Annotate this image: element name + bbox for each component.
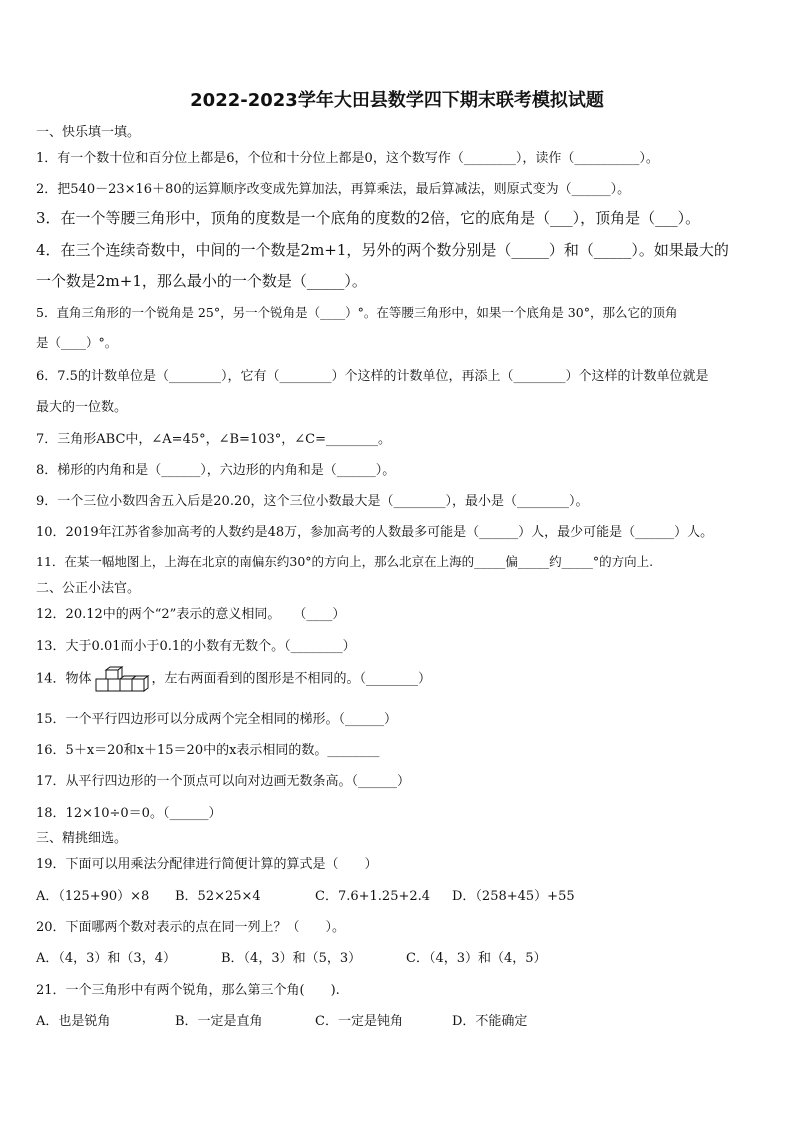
section-heading-2: 二、公正小法官。 (36, 581, 141, 596)
question-16: 16．5＋x＝20和x＋15＝20中的x表示相同的数。________ (36, 743, 380, 758)
question-12: 12．20.12中的两个“2”表示的意义相同。 （____） (36, 607, 346, 622)
question-4-line-2: 一个数是2m+1，那么最小的一个数是（_____）。 (36, 272, 367, 290)
question-20: 20．下面哪两个数对表示的点在同一列上？（ ）。 (36, 920, 346, 935)
page-title: 2022-2023学年大田县数学四下期末联考模拟试题 (190, 90, 604, 111)
question-21: 21．一个三角形中有两个锐角，那么第三个角( ). (36, 983, 340, 998)
question-8: 8．梯形的内角和是（______），六边形的内角和是（______）。 (36, 463, 396, 478)
question-10: 10．2019年江苏省参加高考的人数约是48万，参加高考的人数最多可能是（______）人，最少可能是（______）人。 (36, 525, 714, 540)
question-7: 7．三角形ABC中，∠A=45°，∠B=103°，∠C=________。 (36, 432, 391, 447)
question-14 (36, 666, 431, 692)
question-19: 19．下面可以用乘法分配律进行简便计算的算式是（ ） (36, 857, 378, 872)
question-18: 18．12×10÷0＝0。（______） (36, 806, 222, 821)
option-21-a[interactable]: A．也是锐角 (36, 1014, 111, 1029)
question-14-prefix: 14．物体 (36, 671, 92, 687)
option-20-c[interactable]: C．（4，3）和（4，5） (406, 951, 547, 966)
question-17: 17．从平行四边形的一个顶点可以向对边画无数条高。（______） (36, 774, 411, 789)
option-21-d[interactable]: D．不能确定 (452, 1014, 528, 1029)
question-15: 15．一个平行四边形可以分成两个完全相同的梯形。（______） (36, 712, 398, 727)
question-14-suffix: ，左右两面看到的图形是不相同的。（________） (151, 671, 432, 687)
question-6-line-1: 6．7.5的计数单位是（________），它有（________）个这样的计数单位，再添上（________）个这样的计数单位就是 (36, 369, 709, 384)
question-4-line-1: 4．在三个连续奇数中，中间的一个数是2m+1，另外的两个数分别是（_____）和（_____）。如果最大的 (36, 241, 729, 259)
cube-figure-icon (94, 666, 150, 692)
question-13: 13．大于0.01而小于0.1的小数有无数个。（________） (36, 639, 356, 654)
option-20-a[interactable]: A．（4，3）和（3，4） (36, 951, 176, 966)
section-heading-1: 一、快乐填一填。 (36, 125, 141, 140)
question-11: 11．在某一幅地图上，上海在北京的南偏东约30°的方向上，那么北京在上海的_____偏_____约_____°的方向上. (36, 554, 654, 569)
option-19-b[interactable]: B．52×25×4 (175, 889, 261, 904)
option-19-c[interactable]: C．7.6+1.25+2.4 (315, 889, 431, 904)
option-20-b[interactable]: B．（4，3）和（5，3） (221, 951, 362, 966)
option-19-a[interactable]: A．（125+90）×8 (36, 889, 150, 904)
question-9: 9．一个三位小数四舍五入后是20.20，这个三位小数最大是（________），最小是（________）。 (36, 494, 589, 509)
question-5-line-2: 是（____）°。 (36, 335, 118, 350)
question-3: 3．在一个等腰三角形中，顶角的度数是一个底角的度数的2倍，它的底角是（___），顶角是（___）。 (36, 209, 701, 227)
option-21-c[interactable]: C．一定是钝角 (315, 1014, 403, 1029)
question-5-line-1: 5．直角三角形的一个锐角是 25°，另一个锐角是（____）°。在等腰三角形中，如果一个底角是 30°，那么它的顶角 (36, 305, 678, 320)
section-heading-3: 三、精挑细选。 (36, 831, 128, 846)
question-2: 2．把540－23×16＋80的运算顺序改变成先算加法，再算乘法，最后算减法，则原式变为（______）。 (36, 182, 631, 197)
question-1: 1．有一个数十位和百分位上都是6，个位和十分位上都是0，这个数写作（________），读作（__________）。 (36, 151, 659, 166)
question-6-line-2: 最大的一位数。 (36, 400, 128, 415)
option-19-d[interactable]: D．（258+45）+55 (452, 889, 575, 904)
option-21-b[interactable]: B．一定是直角 (175, 1014, 263, 1029)
